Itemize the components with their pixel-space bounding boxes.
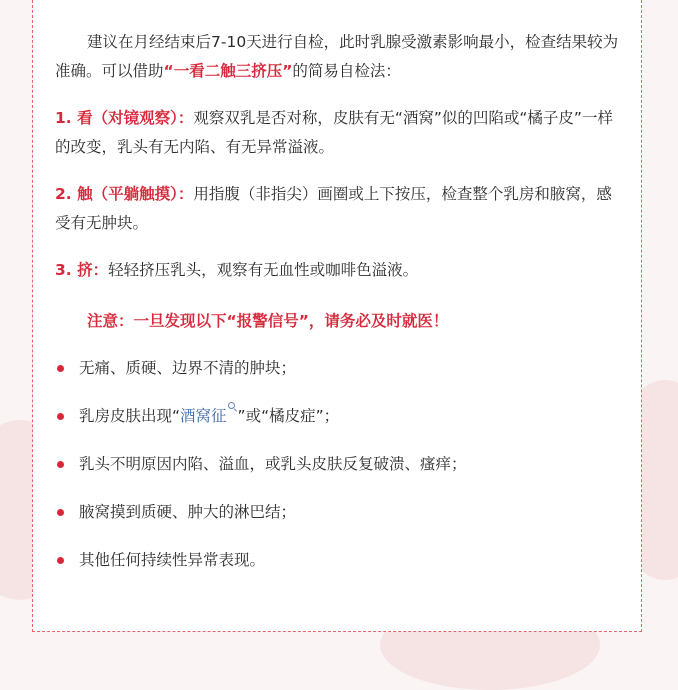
list-item [55,354,619,383]
section-touch-body: 用指腹（非指尖）画圈或上下按压，检查整个乳房和腋窝，感受有无肿块。 [55,185,612,232]
list-item-text: 腋窝摸到质硬、肿大的淋巴结； [79,503,297,521]
section-squeeze [55,256,619,285]
intro-text-after: 的简易自检法： [292,62,401,80]
section-look [55,104,619,162]
list-item [55,450,619,479]
dot-icon [57,509,64,516]
section-look-title: 1. 看（对镜观察）： [55,109,194,127]
dot-icon [57,461,64,468]
search-icon[interactable] [228,402,238,416]
section-touch-title: 2. 触（平躺触摸）： [55,185,194,203]
warning-text: 注意：一旦发现以下“报警信号”，请务必及时就医！ [87,312,449,330]
dimple-sign-link[interactable] [180,407,238,425]
intro-paragraph [55,28,619,86]
article-card [32,0,642,632]
intro-highlight: “一看二触三挤压” [163,62,293,80]
intro-text-before: 建议在月经结束后7-10天进行自检，此时乳腺受激素影响最小，检查结果较为准确。可以借助 [55,33,619,80]
list-item-text: 其他任何持续性异常表现。 [79,551,266,569]
section-squeeze-body: 轻轻挤压乳头，观察有无血性或咖啡色溢液。 [108,261,419,279]
list-item [55,498,619,527]
list-item-text: 无痛、质硬、边界不清的肿块； [79,359,297,377]
section-touch [55,180,619,238]
section-look-body: 观察双乳是否对称，皮肤有无“酒窝”似的凹陷或“橘子皮”一样的改变，乳头有无内陷、有无异常溢液。 [55,109,613,156]
dimple-sign-link-text[interactable]: 酒窝征 [180,407,227,425]
dot-icon [57,413,64,420]
warning-signs-list [55,354,619,575]
list-item-text-before: 乳房皮肤出现“ [79,407,181,425]
list-item [55,402,619,431]
list-item-text: 乳头不明原因内陷、溢血，或乳头皮肤反复破溃、瘙痒； [79,455,467,473]
dot-icon [57,557,64,564]
dot-icon [57,365,64,372]
section-squeeze-title: 3. 挤： [55,261,109,279]
list-item-text-after: ”或“橘皮症”； [237,407,340,425]
list-item [55,546,619,575]
